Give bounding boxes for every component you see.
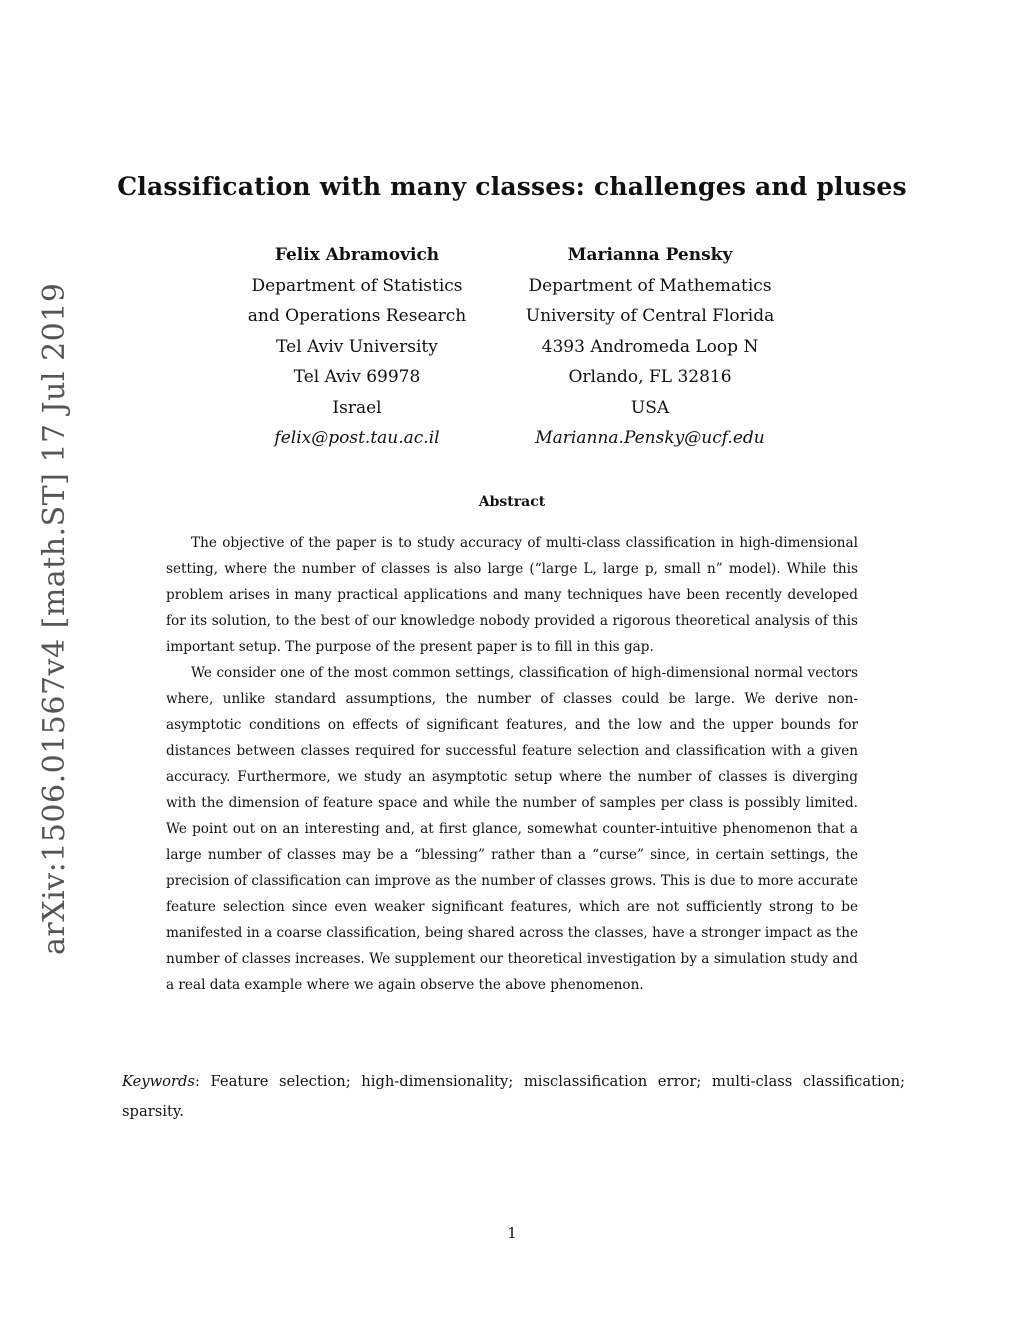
author-email[interactable]: felix@post.tau.ac.il — [274, 428, 440, 448]
page-number: 1 — [507, 1224, 517, 1242]
author-affiliation-line: USA — [630, 397, 670, 418]
keywords — [122, 1067, 905, 1127]
author-affiliation-line: University of Central Florida — [525, 306, 775, 326]
author-affiliation-line: 4393 Andromeda Loop N — [541, 336, 759, 357]
author-affiliation-line: Orlando, FL 32816 — [568, 367, 732, 387]
author-name: Felix Abramovich — [274, 245, 440, 265]
author-affiliation-line: Department of Statistics — [251, 275, 463, 296]
author-block — [207, 240, 507, 454]
abstract-paragraph: We consider one of the most common settings, classification of high-dimensional normal vectors where, unlike standard assumptions, the number of classes could be large. We derive non-asymptotic conditions on effects of significant features, and the low and the upper bounds for distances between classes required for successful feature selection and classification with a given accuracy. Furthermore, we study an asymptotic setup where the number of classes is diverging with the dimension of feature space and while the number of samples per class is possibly limited. We point out on an interesting and, at first glance, somewhat counter-intuitive phenomenon that a large number of classes may be a “blessing” rather than a “curse” since, in certain settings, the precision of classification can improve as the number of classes grows. This is due to more accurate feature selection since even weaker significant features, which are not sufficiently strong to be manifested in a coarse classification, being shared across the classes, have a stronger impact as the number of classes increases. We supplement our theoretical investigation by a simulation study and a real data example where we again observe the above phenomenon. — [166, 665, 858, 993]
arxiv-identifier: arXiv:1506.01567v4 [math.ST] 17 Jul 2019 — [37, 282, 72, 955]
abstract-body — [166, 530, 858, 998]
author-affiliation-line: Israel — [332, 397, 382, 418]
author-affiliation-line: Tel Aviv 69978 — [293, 367, 421, 387]
author-email[interactable]: Marianna.Pensky@ucf.edu — [535, 428, 765, 448]
author-block — [500, 240, 800, 454]
paper-title: Classification with many classes: challenges and pluses — [117, 172, 907, 201]
abstract-paragraph: The objective of the paper is to study accuracy of multi-class classification in high-dimensional setting, where the number of classes is also large (“large L, large p, small n” model). While this problem arises in many practical applications and many techniques have been recently developed for its solution, to the best of our knowledge nobody provided a rigorous theoretical analysis of this important setup. The purpose of the present paper is to fill in this gap. — [166, 535, 858, 655]
author-affiliation-line: Tel Aviv University — [276, 336, 438, 357]
author-name: Marianna Pensky — [567, 245, 733, 265]
abstract-heading: Abstract — [478, 494, 546, 510]
keywords-label: Keywords — [122, 1073, 195, 1090]
author-affiliation-line: Department of Mathematics — [528, 275, 772, 296]
author-affiliation-line: and Operations Research — [247, 306, 467, 326]
keywords-text: : Feature selection; high-dimensionality; misclassification error; multi-class classification; sparsity. — [122, 1073, 905, 1120]
